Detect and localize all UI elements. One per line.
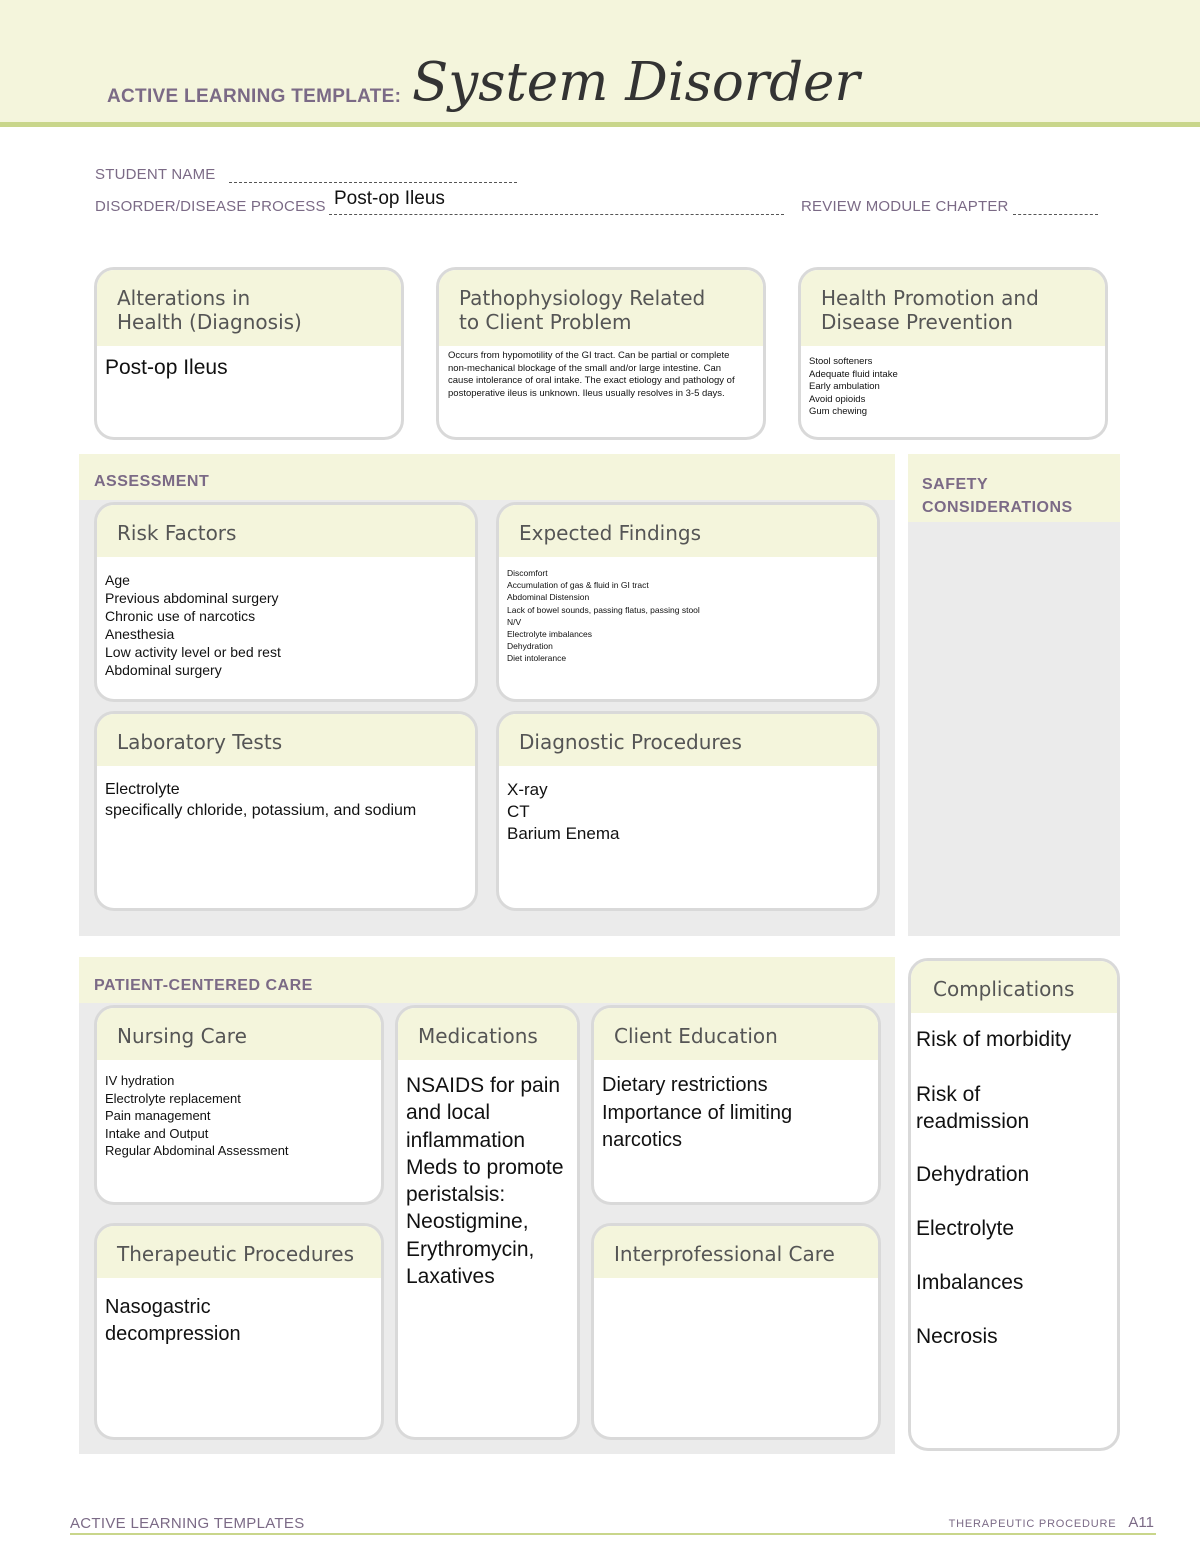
pathophysiology-box [436,267,766,440]
medications-box [395,1005,580,1440]
medications-title: Medications [398,1008,577,1060]
risk-factors-body: Age Previous abdominal surgery Chronic use of narcotics Anesthesia Low activity level or bed rest Abdominal surgery [105,572,281,678]
therapeutic-procedures-body: Nasogastric decompression [105,1296,241,1345]
page-number: A11 [1128,1514,1154,1531]
medications-body: NSAIDS for pain and local inflammation Meds to promote peristalsis: Neostigmine, Erythromycin, Laxatives [406,1074,564,1289]
footer-left: ACTIVE LEARNING TEMPLATES [70,1515,305,1532]
nursing-care-box [94,1005,384,1205]
laboratory-tests-body: Electrolyte specifically chloride, potassium, and sodium [105,781,417,819]
alterations-body: Post-op Ileus [105,356,228,379]
diagnostic-procedures-box [496,711,880,911]
health-promotion-box [798,267,1108,440]
nursing-care-title: Nursing Care [97,1008,381,1060]
footer-rule [70,1533,1156,1535]
footer-right [949,1514,1154,1531]
laboratory-tests-box [94,711,478,911]
alterations-title: Alterations in Health (Diagnosis) [97,270,401,346]
safety-panel [908,454,1120,936]
template-label: ACTIVE LEARNING TEMPLATE: [107,86,402,107]
expected-findings-title: Expected Findings [499,505,877,557]
health-promotion-title: Health Promotion and Disease Prevention [801,270,1105,346]
header-rule [0,122,1200,127]
client-education-box [591,1005,881,1205]
client-education-title: Client Education [594,1008,878,1060]
alterations-box [94,267,404,440]
complication-item: Dehydration [916,1163,1030,1186]
client-education-body: Dietary restrictions Importance of limiting narcotics [602,1074,793,1151]
therapeutic-procedures-box [94,1223,384,1440]
footer-section-label: THERAPEUTIC PROCEDURE [948,1518,1117,1530]
therapeutic-procedures-title: Therapeutic Procedures [97,1226,381,1278]
laboratory-tests-title: Laboratory Tests [97,714,475,766]
disorder-field[interactable] [329,214,784,215]
complication-item: Electrolyte [916,1217,1015,1240]
complication-item: Imbalances [916,1271,1024,1294]
complication-item: Necrosis [916,1325,998,1348]
risk-factors-title: Risk Factors [97,505,475,557]
review-module-field[interactable] [1013,214,1098,215]
pathophysiology-title: Pathophysiology Related to Client Problem [439,270,763,346]
disorder-label: DISORDER/DISEASE PROCESS [95,198,326,215]
pathophysiology-body: Occurs from hypomotility of the GI tract. Can be partial or complete non-mechanical blockage of the small and/or large intestine. Can cause intolerance of oral intake. The exact etiology and pathology of postoperative ileus is unknown. Ileus usually resolves in 3-5 days. [448,350,735,399]
nursing-care-body: IV hydration Electrolyte replacement Pain management Intake and Output Regular Abdominal Assessment [105,1073,289,1158]
complication-item: Risk of morbidity [916,1028,1072,1051]
student-name-label: STUDENT NAME [95,166,216,183]
diagnostic-procedures-title: Diagnostic Procedures [499,714,877,766]
disorder-value: Post-op Ileus [334,188,445,209]
risk-factors-box [94,502,478,702]
expected-findings-body: Discomfort Accumulation of gas & fluid in GI tract Abdominal Distension Lack of bowel sounds, passing flatus, passing stool N/V Electrolyte imbalances Dehydration Diet intolerance [507,568,700,664]
complication-item: Risk of readmission [916,1083,1030,1133]
health-promotion-body: Stool softeners Adequate fluid intake Early ambulation Avoid opioids Gum chewing [809,356,898,417]
complications-box [908,958,1120,1451]
expected-findings-box [496,502,880,702]
safety-title: SAFETY CONSIDERATIONS [922,476,1073,516]
interprofessional-care-box [591,1223,881,1440]
template-title: System Disorder [412,52,860,113]
review-module-label: REVIEW MODULE CHAPTER [801,198,1009,215]
patient-care-title: PATIENT-CENTERED CARE [94,977,313,994]
complications-list [911,1013,1117,1350]
complications-title: Complications [911,961,1117,1013]
interprofessional-care-title: Interprofessional Care [594,1226,878,1278]
assessment-title: ASSESSMENT [94,473,210,490]
diagnostic-procedures-body: X-ray CT Barium Enema [507,780,620,843]
student-name-field[interactable] [229,182,517,183]
interprofessional-care-body [594,1278,878,1290]
